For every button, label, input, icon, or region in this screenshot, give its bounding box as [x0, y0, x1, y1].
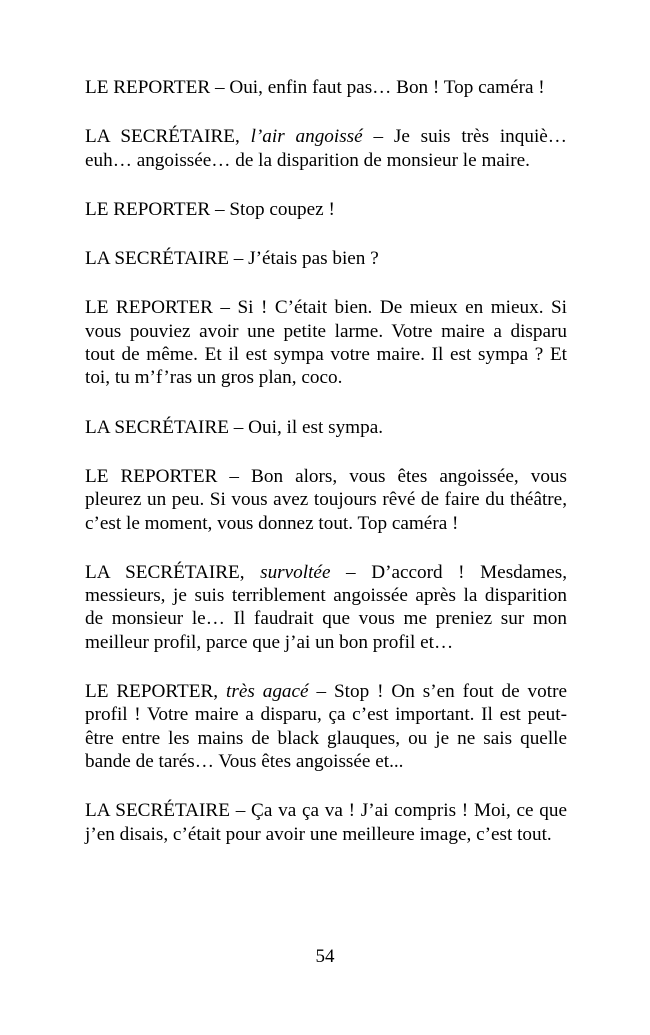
dialogue-paragraph [85, 296, 567, 389]
speaker-name: LE REPORTER [85, 77, 211, 98]
dialogue-text: – Ça va ça va ! J’ai compris ! Moi, ce que j’en disais, c’était pour avoir une meilleure image, c’est tout. [85, 800, 567, 845]
speaker-name: LA SECRÉTAIRE [85, 416, 229, 438]
page-number: 54 [315, 946, 335, 967]
dialogue-text: – Stop coupez ! [210, 198, 335, 220]
page-body [85, 76, 567, 872]
dialogue-text: – J’étais pas bien ? [228, 248, 379, 270]
dialogue-paragraph [85, 465, 567, 535]
dialogue-paragraph [85, 680, 567, 773]
speaker-name: LA SECRÉTAIRE, [85, 126, 240, 148]
stage-direction: l’air angoissé [239, 126, 363, 148]
dialogue-text: – Bon alors, vous êtes angoissée, vous pleurez un peu. Si vous avez toujours rêvé de faire du théâtre, c’est le moment, vous donnez tout. Top caméra ! [85, 465, 567, 534]
dialogue-text: – Oui, enfin faut pas… Bon ! Top caméra ! [210, 77, 545, 98]
dialogue-paragraph [85, 198, 567, 221]
speaker-name: LE REPORTER [85, 198, 211, 220]
dialogue-text: – Oui, il est sympa. [228, 416, 384, 438]
dialogue-paragraph [85, 76, 567, 99]
dialogue-text: – Stop ! On s’en fout de votre profil ! Votre maire a disparu, ça c’est important. Il est peut-être entre les mains de black glauques, ou je ne sais quelle bande de tarés… Vous êtes angoissée et... [85, 681, 567, 772]
dialogue-paragraph [85, 125, 567, 172]
dialogue-paragraph [85, 416, 567, 439]
speaker-name: LE REPORTER, [85, 681, 219, 703]
speaker-name: LA SECRÉTAIRE [85, 248, 229, 270]
dialogue-text: – Je suis très inquiè… euh… angoissée… de la disparition de monsieur le maire. [85, 126, 567, 171]
dialogue-text: – Si ! C’était bien. De mieux en mieux. Si vous pouviez avoir une petite larme. Votre maire a disparu tout de même. Et il est sympa votre maire. Il est sympa ? Et toi, tu m’f’ras un gros plan, coco. [85, 297, 568, 389]
speaker-name: LE REPORTER [85, 465, 218, 487]
speaker-name: LA SECRÉTAIRE, [85, 561, 245, 583]
dialogue-paragraph [85, 247, 567, 270]
speaker-name: LA SECRÉTAIRE [85, 800, 230, 822]
dialogue-text: – D’accord ! Mesdames, messieurs, je suis terriblement angoissée après la disparition de monsieur le… Il faudrait que vous me preniez sur mon meilleur profil, parce que j’ai un bon profil et… [85, 561, 567, 653]
dialogue-paragraph [85, 799, 567, 846]
dialogue-paragraph [85, 561, 567, 654]
speaker-name: LE REPORTER [85, 297, 213, 319]
stage-direction: très agacé [218, 681, 309, 703]
stage-direction: survoltée [244, 561, 331, 583]
